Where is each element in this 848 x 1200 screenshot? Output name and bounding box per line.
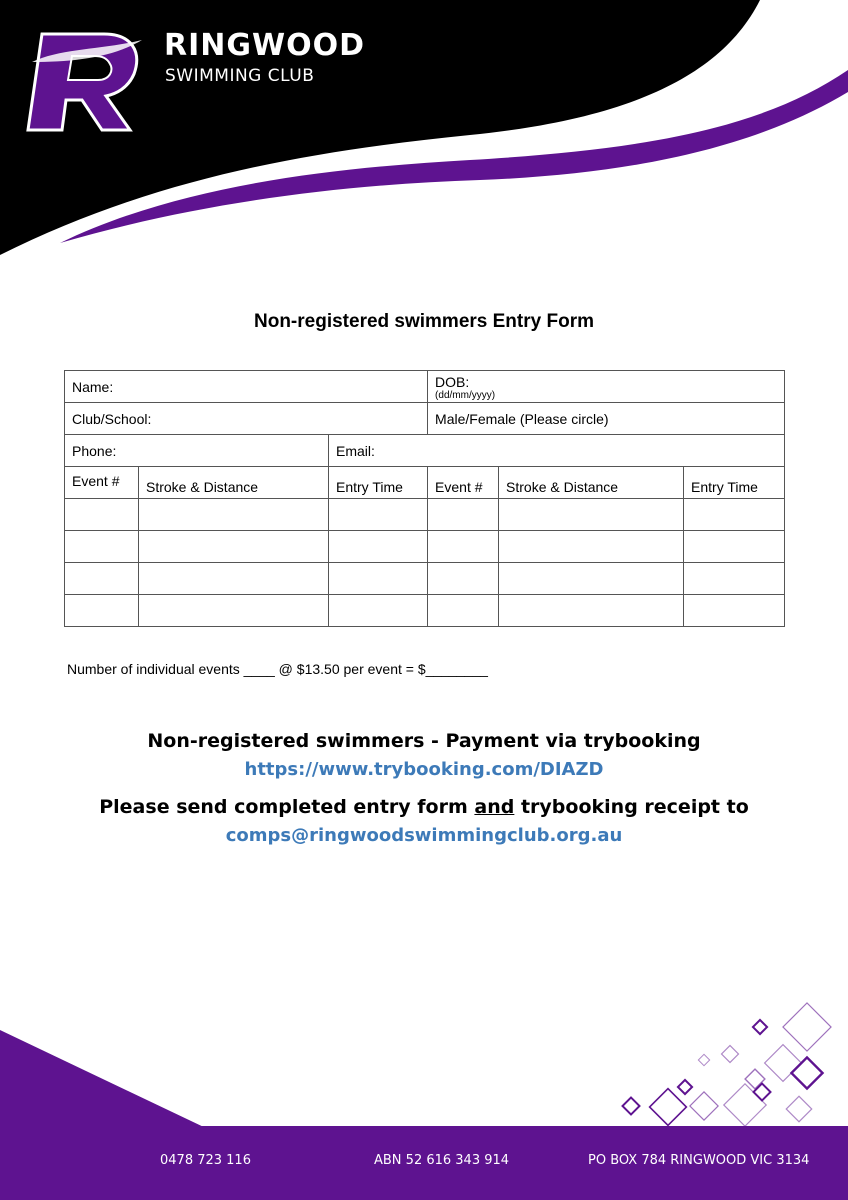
club-school-field[interactable] (65, 403, 428, 435)
table-row (65, 371, 785, 403)
email-label: Email: (336, 442, 375, 459)
entry-time-cell[interactable] (684, 563, 785, 595)
entry-time-cell[interactable] (329, 499, 428, 531)
payment-heading: Non-registered swimmers - Payment via trybooking (147, 730, 701, 752)
logo-icon (22, 22, 150, 136)
table-row (65, 595, 785, 627)
diamond-pattern (623, 1003, 832, 1126)
send-instructions (0, 796, 848, 818)
entry-time-cell[interactable] (329, 595, 428, 627)
email-field[interactable] (329, 435, 785, 467)
phone-label: Phone: (72, 442, 117, 459)
brand-name: RINGWOOD (164, 28, 365, 63)
dob-format-hint: (dd/mm/yyyy) (435, 390, 496, 401)
event-number-cell[interactable] (65, 595, 139, 627)
name-field[interactable] (65, 371, 428, 403)
entry-time-cell[interactable] (684, 531, 785, 563)
stroke-distance-cell[interactable] (139, 531, 329, 563)
stroke-distance-cell[interactable] (499, 531, 684, 563)
gender-field[interactable] (428, 403, 785, 435)
stroke-distance-cell[interactable] (499, 563, 684, 595)
send-text-end: trybooking receipt to (514, 796, 749, 818)
send-text-start: Please send completed entry form (99, 796, 475, 818)
entry-time-cell[interactable] (329, 531, 428, 563)
entry-time-cell[interactable] (684, 595, 785, 627)
stroke-distance-cell[interactable] (499, 595, 684, 627)
footer-triangle (0, 1030, 210, 1130)
table-row (65, 531, 785, 563)
club-school-label: Club/School: (72, 410, 152, 427)
name-label: Name: (72, 378, 114, 395)
gender-label: Male/Female (Please circle) (435, 410, 609, 427)
event-number-cell[interactable] (428, 499, 499, 531)
entry-time-cell[interactable] (329, 563, 428, 595)
event-number-cell[interactable] (428, 563, 499, 595)
footer-address: PO BOX 784 RINGWOOD VIC 3134 (588, 1153, 810, 1168)
table-row (65, 403, 785, 435)
event-number-cell[interactable] (65, 499, 139, 531)
column-header: Event # (65, 467, 139, 499)
event-number-cell[interactable] (428, 595, 499, 627)
stroke-distance-cell[interactable] (139, 563, 329, 595)
brand-subtitle: SWIMMING CLUB (165, 66, 315, 86)
table-row (65, 499, 785, 531)
column-header: Event # (428, 467, 499, 499)
event-number-cell[interactable] (65, 531, 139, 563)
send-text-underlined: and (474, 796, 515, 818)
table-row (65, 435, 785, 467)
footer-abn: ABN 52 616 343 914 (374, 1153, 510, 1168)
dob-field[interactable] (428, 371, 785, 403)
entry-form-table (64, 370, 785, 627)
column-header: Stroke & Distance (499, 467, 684, 499)
event-number-cell[interactable] (65, 563, 139, 595)
column-header: Stroke & Distance (139, 467, 329, 499)
table-row (65, 563, 785, 595)
footer-banner (0, 990, 848, 1200)
events-fee-line: Number of individual events ____ @ $13.50 per event = $________ (67, 661, 488, 677)
stroke-distance-cell[interactable] (139, 595, 329, 627)
comps-email-link[interactable]: comps@ringwoodswimmingclub.org.au (225, 825, 623, 846)
column-header: Entry Time (329, 467, 428, 499)
event-number-cell[interactable] (428, 531, 499, 563)
phone-field[interactable] (65, 435, 329, 467)
table-header-row (65, 467, 785, 499)
footer-phone: 0478 723 116 (160, 1153, 251, 1168)
dob-label: DOB: (435, 374, 470, 390)
column-header: Entry Time (684, 467, 785, 499)
stroke-distance-cell[interactable] (499, 499, 684, 531)
stroke-distance-cell[interactable] (139, 499, 329, 531)
form-title: Non-registered swimmers Entry Form (254, 311, 594, 332)
entry-time-cell[interactable] (684, 499, 785, 531)
trybooking-link[interactable]: https://www.trybooking.com/DIAZD (244, 759, 604, 780)
